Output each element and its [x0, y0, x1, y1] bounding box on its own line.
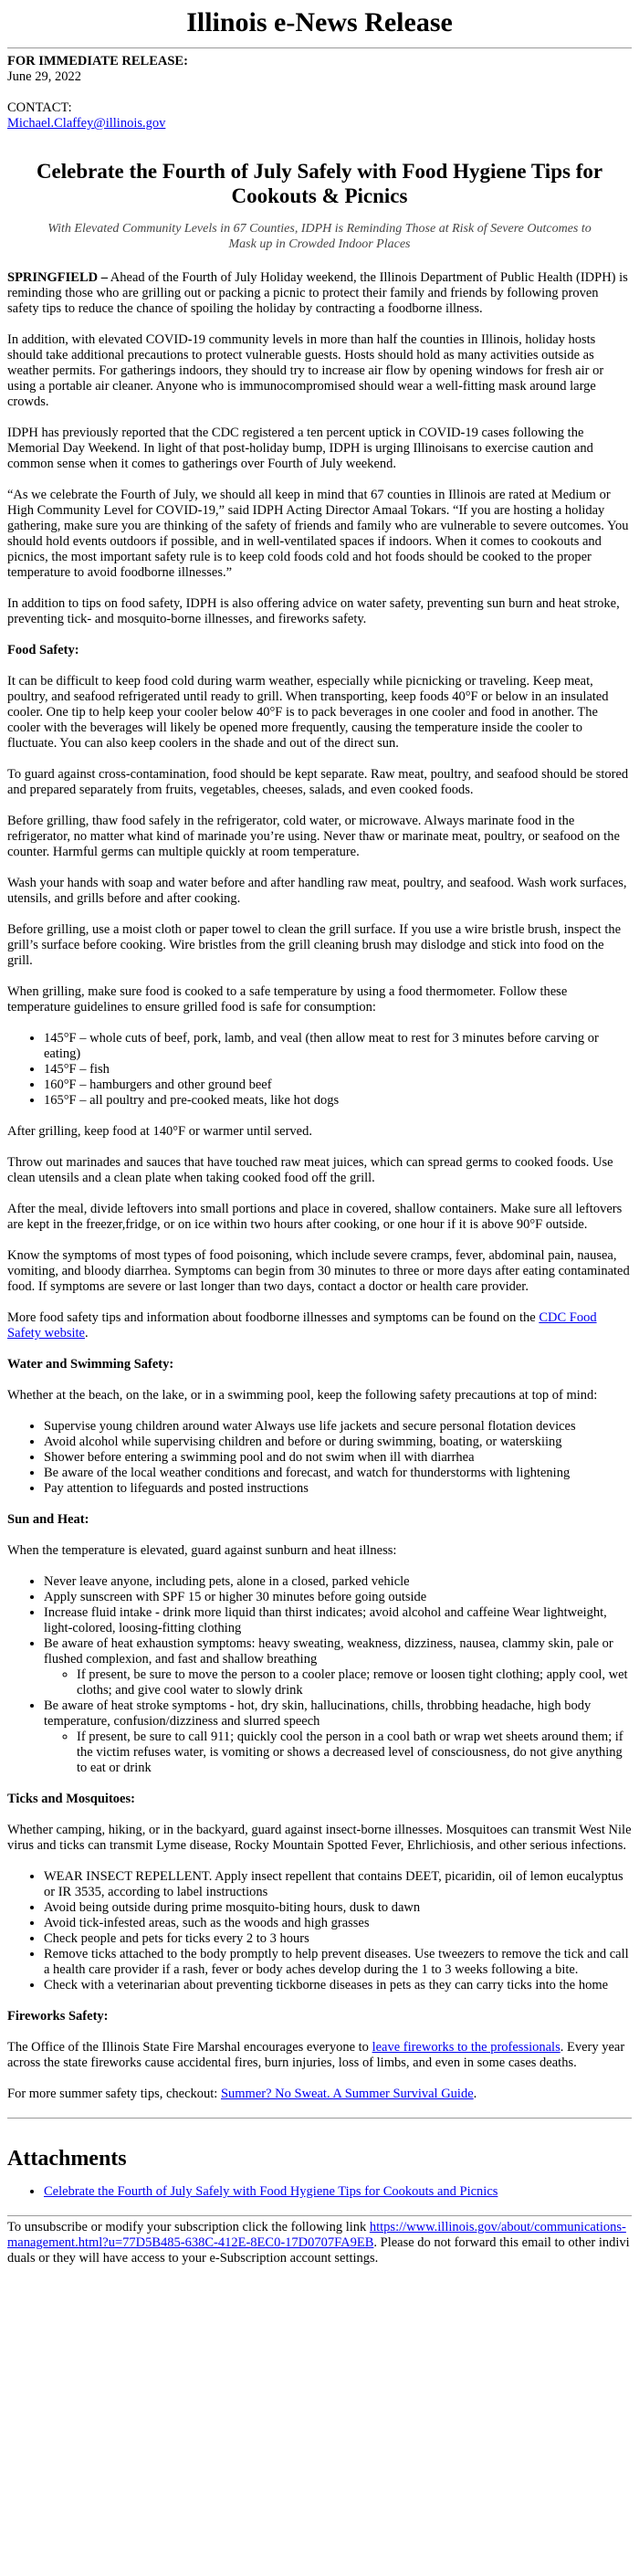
fireworks-professionals-link[interactable]: leave fireworks to the professionals: [372, 2040, 560, 2055]
paragraph-text: . Every year across the state fireworks cause accidental fires, burn injuries, loss of limbs, and even in some cases deaths.: [7, 2040, 625, 2070]
section-heading-food: Food Safety:: [7, 643, 79, 657]
paragraph-text: Ahead of the Fourth of July Holiday weekend, the Illinois Department of Public Health (IDPH) is reminding those who are grilling out or packing a picnic to protect their family and friends by following proven safety tips to reduce the chance of spoiling the holiday by contracting a foodborne illness.: [7, 270, 628, 316]
paragraph-text: The Office of the Illinois State Fire Marshal encourages everyone to: [7, 2040, 372, 2055]
paragraph-text: More food safety tips and information about foodborne illnesses and symptoms can be found on the: [7, 1310, 539, 1325]
article-subtitle: With Elevated Community Levels in 67 Counties, IDPH is Reminding Those at Risk of Severe Outcomes to Mask up in Crowded Indoor Places: [47, 222, 592, 251]
paragraph: After grilling, keep food at 140°F or warmer until served.: [7, 1124, 312, 1139]
paragraph: After the meal, divide leftovers into small portions and place in covered, shallow containers. Make sure all leftovers are kept in the freezer,fridge, or on ice within two hours after cooking, or one hour if it is above 90°F outside.: [7, 1202, 623, 1232]
dateline: SPRINGFIELD –: [7, 270, 108, 285]
list-item: • Remove ticks attached to the body promptly to help prevent diseases. Use tweezers to remove the tick and call a health care provider if a rash, fever or body aches develop during the 1 to 3 weeks following a bite.: [44, 1947, 632, 1978]
unsubscribe-text: [7, 2220, 632, 2266]
list-item: [44, 1636, 632, 1698]
summer-guide-link[interactable]: Summer? No Sweat. A Summer Survival Guide: [220, 2087, 474, 2101]
section-heading-fireworks: Fireworks Safety:: [7, 2009, 109, 2024]
list-item: • Check with a veterinarian about preventing tickborne diseases in pets as they can carry ticks into the home: [44, 1978, 632, 1993]
release-meta: [7, 54, 632, 131]
article-title: Celebrate the Fourth of July Safely with Food Hygiene Tips for Cookouts & Picnics: [36, 160, 603, 207]
list-item: • Avoid alcohol while supervising children and before or during swimming, boating, or waterskiing: [44, 1435, 632, 1450]
temperature-list: [7, 1031, 632, 1109]
list-item: • WEAR INSECT REPELLENT. Apply insect repellent that contains DEET, picaridin, oil of lemon eucalyptus or IR 3535, according to label instructions: [44, 1869, 632, 1900]
ticks-list: [7, 1869, 632, 1993]
paragraph: [7, 2087, 632, 2102]
divider: [7, 2118, 632, 2119]
cdc-food-safety-link[interactable]: CDC Food Safety website: [7, 1310, 597, 1341]
section-heading-water: Water and Swimming Safety:: [7, 1357, 174, 1372]
paragraph-text: For more summer safety tips, checkout:: [7, 2087, 221, 2101]
paragraph: [7, 270, 632, 317]
article-body: [7, 270, 632, 2102]
page-title: Illinois e-News Release: [186, 7, 453, 37]
footer-text: To unsubscribe or modify your subscription click the following link: [7, 2220, 370, 2234]
paragraph: Wash your hands with soap and water before and after handling raw meat, poultry, and seafood. Wash work surfaces, utensils, and grills before and after cooking.: [7, 876, 627, 906]
list-item: • 165°F – all poultry and pre-cooked meats, like hot dogs: [44, 1093, 632, 1109]
list-item: • 160°F – hamburgers and other ground beef: [44, 1078, 632, 1093]
list-item: • Avoid tick-infested areas, such as the woods and high grasses: [44, 1916, 632, 1931]
list-item: [44, 1698, 632, 1776]
sub-list-item: ◦ If present, be sure to move the person to a cooler place; remove or loosen tight clothing; apply cool, wet cloths; and give cool water to slowly drink: [77, 1667, 632, 1698]
sub-list: [44, 1667, 632, 1698]
divider: [7, 47, 632, 48]
paragraph: To guard against cross-contamination, food should be kept separate. Raw meat, poultry, and seafood should be stored and prepared separately from fruits, vegetables, cheeses, salads, and even cooked foods.: [7, 767, 629, 797]
contact-label: CONTACT:: [7, 100, 72, 115]
paragraph: Know the symptoms of most types of food poisoning, which include severe cramps, fever, abdominal pain, nausea, vomiting, and bloody diarrhea. Symptoms can begin from 30 minutes to three or more days after eating contaminated food. If symptoms are severe or last longer than two days, contact a doctor or health care provider.: [7, 1248, 630, 1294]
paragraph: When grilling, make sure food is cooked to a safe temperature by using a food thermometer. Follow these temperature guidelines to ensure grilled food is safe for consumption:: [7, 984, 568, 1015]
paragraph-text: .: [84, 1326, 89, 1341]
list-item: • Be aware of the local weather conditions and forecast, and watch for thunderstorms with lightening: [44, 1466, 632, 1481]
release-label: FOR IMMEDIATE RELEASE:: [7, 54, 188, 68]
list-item: • Apply sunscreen with SPF 15 or higher 30 minutes before going outside: [44, 1590, 632, 1605]
unsubscribe-link[interactable]: https://www.illinois.gov/about/communications-management.html?u=77D5B485-638C-412E-8EC0-17D0707FA9EB: [7, 2220, 626, 2250]
paragraph-text: .: [473, 2087, 477, 2101]
list-item: • Pay attention to lifeguards and posted instructions: [44, 1481, 632, 1497]
list-item: • Avoid being outside during prime mosquito-biting hours, dusk to dawn: [44, 1900, 632, 1916]
quote-paragraph: “As we celebrate the Fourth of July, we should all keep in mind that 67 counties in Illinois are rated at Medium or High Community Level for COVID-19,” said IDPH Acting Director Amaal Tokars. “If you are hosting a holiday gathering, make sure you are thinking of the safety of friends and family who are vulnerable to severe outcomes. You should hold events outdoors if possible, and in well-ventilated spaces if indoors. When it comes to cookouts and picnics, the most important safety rule is to keep cold foods cold and hot foods should be cooked to the proper temperature to avoid foodborne illnesses.”: [7, 488, 629, 580]
list-item: • 145°F – whole cuts of beef, pork, lamb, and veal (then allow meat to rest for 3 minutes before carving or eating): [44, 1031, 632, 1062]
paragraph: Whether camping, hiking, or in the backyard, guard against insect-borne illnesses. Mosquitoes can transmit West Nile virus and ticks can transmit Lyme disease, Rocky Mountain Spotted Fever, Ehrlichiosis, and other serious infections.: [7, 1823, 632, 1853]
list-item-text: Be aware of heat exhaustion symptoms: heavy sweating, weakness, dizziness, nausea, clammy skin, pale or flushed complexion, and fast and shallow breathing: [44, 1636, 613, 1667]
list-item: • Increase fluid intake - drink more liquid than thirst indicates; avoid alcohol and caffeine Wear lightweight, light-colored, loosing-fitting clothing: [44, 1605, 632, 1636]
section-heading-sun: Sun and Heat:: [7, 1512, 89, 1527]
list-item: • Never leave anyone, including pets, alone in a closed, parked vehicle: [44, 1574, 632, 1590]
paragraph: Before grilling, thaw food safely in the refrigerator, cold water, or microwave. Always marinate food in the refrigerator, no matter what kind of marinade you’re using. Never thaw or marinate meat, poultry, or seafood on the counter. Harmful germs can multiple quickly at room temperature.: [7, 814, 620, 859]
paragraph: Before grilling, use a moist cloth or paper towel to clean the grill surface. If you use a wire bristle brush, inspect the grill’s surface before cooking. Wire bristles from the grill cleaning brush may dislodge and stick into food on the grill.: [7, 922, 622, 968]
sub-list: [44, 1730, 632, 1776]
sun-heat-list: [7, 1574, 632, 1776]
list-item: • Check people and pets for ticks every 2 to 3 hours: [44, 1931, 632, 1947]
paragraph: When the temperature is elevated, guard against sunburn and heat illness:: [7, 1543, 397, 1558]
list-item: • 145°F – fish: [44, 1062, 632, 1078]
sub-list-item: ◦ If present, be sure to call 911; quickly cool the person in a cool bath or wrap wet sheets around them; if the victim refuses water, is vomiting or shows a decreased level of consciousness, do not give anything to eat or drink: [77, 1730, 632, 1776]
list-item-text: Be aware of heat stroke symptoms - hot, dry skin, hallucinations, chills, throbbing headache, high body temperature, confusion/dizziness and slurred speech: [44, 1698, 592, 1729]
paragraph: It can be difficult to keep food cold during warm weather, especially while picnicking or traveling. Keep meat, poultry, and seafood refrigerated until ready to grill. When transporting, keep foods 40°F or below in an insulated cooler. One tip to help keep your cooler below 40°F is to pack beverages in one cooler and food in another. The cooler with the beverages will likely be opened more frequently, causing the temperature inside the cooler to fluctuate. You can also keep coolers in the shade and out of the direct sun.: [7, 674, 609, 751]
attachment-item: [44, 2184, 632, 2200]
section-heading-ticks: Ticks and Mosquitoes:: [7, 1792, 135, 1806]
water-safety-list: [7, 1419, 632, 1497]
attachment-link[interactable]: Celebrate the Fourth of July Safely with Food Hygiene Tips for Cookouts and Picnics: [44, 2184, 498, 2199]
release-date: June 29, 2022: [7, 69, 81, 84]
paragraph: In addition, with elevated COVID-19 community levels in more than half the counties in Illinois, holiday hosts should take additional precautions to protect vulnerable guests. Hosts should hold as many activities outside as weather permits. For gatherings indoors, they should try to increase air flow by opening windows for fresh air or using a portable air cleaner. Anyone who is immunocompromised should wear a well-fitting mask around large crowds.: [7, 332, 604, 409]
page: [0, 7, 639, 2274]
paragraph: Whether at the beach, on the lake, or in a swimming pool, keep the following safety precautions at top of mind:: [7, 1388, 598, 1403]
paragraph: [7, 1310, 632, 1341]
contact-email-link[interactable]: Michael.Claffey@illinois.gov: [7, 116, 166, 131]
paragraph: IDPH has previously reported that the CDC registered a ten percent uptick in COVID-19 cases following the Memorial Day Weekend. In light of that post-holiday bump, IDPH is urging Illinoisans to exercise caution and common sense when it comes to gatherings over Fourth of July weekend.: [7, 426, 593, 471]
paragraph: Throw out marinades and sauces that have touched raw meat juices, which can spread germs to cooked foods. Use clean utensils and a clean plate when taking cooked food off the grill.: [7, 1155, 613, 1185]
attachments-heading: Attachments: [7, 2147, 127, 2171]
paragraph: In addition to tips on food safety, IDPH is also offering advice on water safety, preventing sun burn and heat stroke, preventing tick- and mosquito-borne illnesses, and fireworks safety.: [7, 596, 620, 626]
footer: [7, 2216, 632, 2274]
paragraph: [7, 2040, 632, 2071]
attachments-list: [7, 2184, 632, 2200]
list-item: • Supervise young children around water Always use life jackets and secure personal flotation devices: [44, 1419, 632, 1435]
list-item: • Shower before entering a swimming pool and do not swim when ill with diarrhea: [44, 1450, 632, 1466]
footer-text: . Please do not forward this email to other individuals or they will have access to your e-Subscription account settings.: [7, 2235, 630, 2266]
